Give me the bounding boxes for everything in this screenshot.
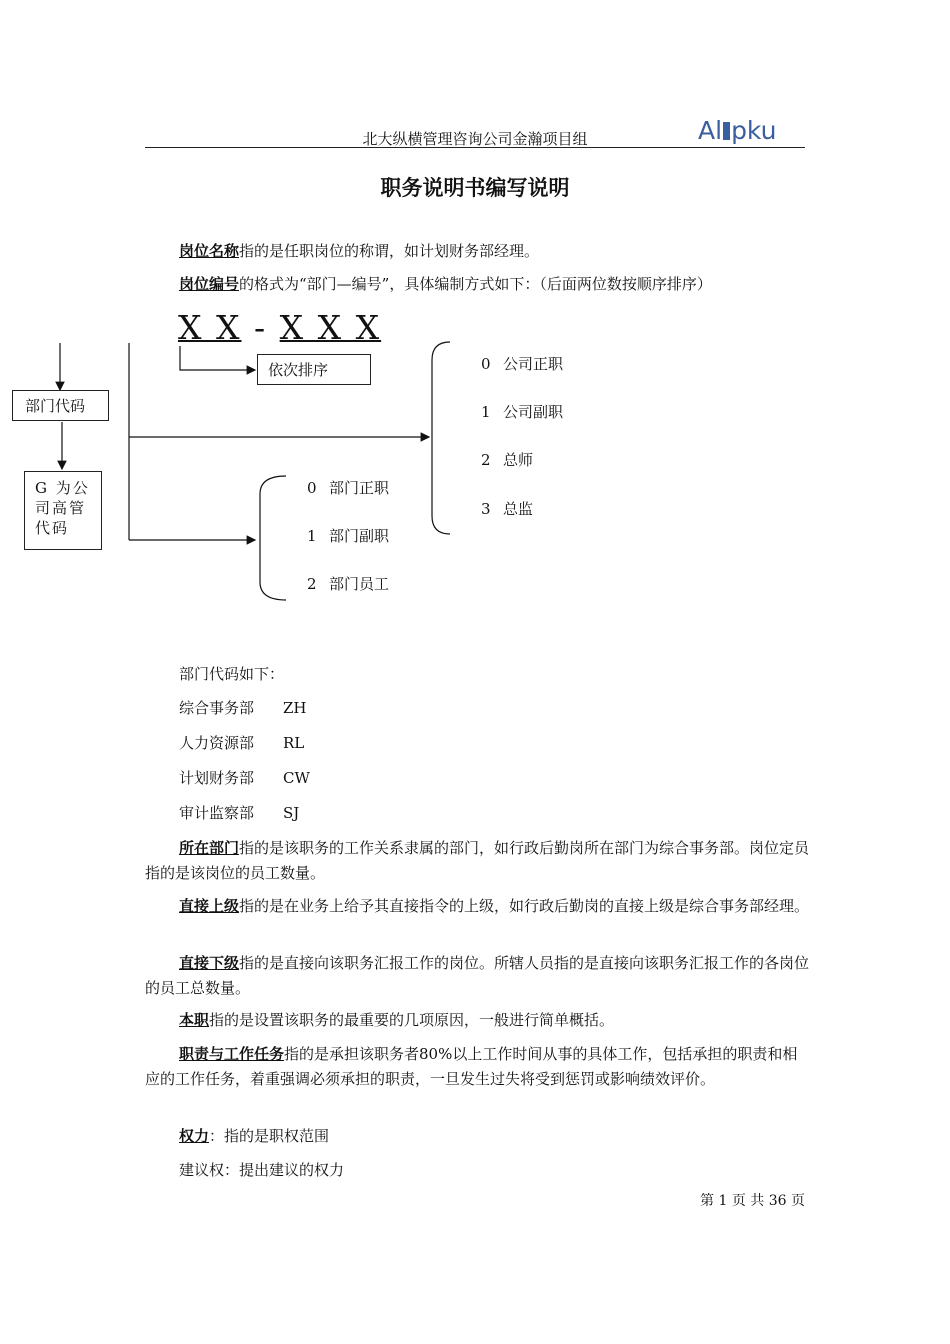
header-company: 北大纵横管理咨询公司金瀚项目组 [362, 130, 588, 148]
text-responsibilities: 指的是承担该职务者80%以上工作时间从事的具体工作，包括承担的职责和相应的工作任务，着重强调必须承担的职责，一旦发生过失将受到惩罚或影响绩效评价。 [145, 1045, 798, 1088]
paragraph-responsibilities [145, 1042, 810, 1092]
dept-code-row: 人力资源部 RL [179, 734, 305, 752]
company-level-3: 3 总监 [481, 500, 534, 518]
term-direct-subordinate: 直接下级 [179, 954, 240, 972]
company-level-0: 0 公司正职 [481, 355, 564, 373]
dept-levels-brace [260, 476, 286, 600]
company-levels-brace [432, 342, 450, 534]
logo-text-right: pku [731, 116, 777, 145]
dept-code-row: 综合事务部 ZH [179, 699, 307, 717]
logo-text-left: Al [698, 116, 723, 145]
term-authority: 权力 [179, 1127, 210, 1145]
code-format [178, 308, 381, 347]
term-position-name: 岗位名称 [179, 242, 240, 260]
term-position-number: 岗位编号 [179, 275, 240, 293]
arrow-to-sequence [180, 346, 255, 370]
text-department: 指的是该职务的工作关系隶属的部门，如行政后勤岗所在部门为综合事务部。岗位定员指的是该岗位的员工数量。 [145, 839, 810, 882]
dept-codes-intro: 部门代码如下： [179, 665, 285, 683]
paragraph-advisory-right [145, 1158, 810, 1183]
paragraph-direct-subordinate [145, 951, 810, 1001]
text-direct-superior: 指的是在业务上给予其直接指令的上级，如行政后勤岗的直接上级是综合事务部经理。 [239, 897, 810, 915]
dept-code-row: 计划财务部 CW [179, 769, 310, 787]
dept-code-box: 部门代码 [12, 390, 109, 421]
dept-level-2: 2 部门员工 [307, 575, 390, 593]
term-direct-superior: 直接上级 [179, 897, 240, 915]
paragraph-core-duty [145, 1008, 810, 1033]
text-authority: ：指的是职权范围 [209, 1127, 330, 1145]
code-diagram-lines [0, 0, 950, 640]
term-core-duty: 本职 [179, 1011, 210, 1029]
text-position-name: 指的是任职岗位的称谓，如计划财务部经理。 [239, 242, 540, 260]
company-level-2: 2 总师 [481, 451, 534, 469]
g-code-box: G 为公司高管代码 [24, 471, 102, 550]
code-separator: - [253, 308, 268, 347]
dept-level-0: 0 部门正职 [307, 479, 390, 497]
term-responsibilities: 职责与工作任务 [179, 1045, 285, 1063]
company-level-1: 1 公司副职 [481, 403, 564, 421]
text-core-duty: 指的是设置该职务的最重要的几项原因，一般进行简单概括。 [209, 1011, 615, 1029]
dept-code-row: 审计监察部 SJ [179, 804, 300, 822]
sequence-box: 依次排序 [257, 354, 371, 385]
term-department: 所在部门 [179, 839, 240, 857]
code-number-part: X X X [279, 308, 382, 347]
paragraph-direct-superior [145, 894, 810, 919]
text-position-number: 的格式为“部门—编号”，具体编制方式如下：（后面两位数按顺序排序） [239, 275, 712, 293]
code-dept-part: X X [178, 308, 242, 347]
dept-level-1: 1 部门副职 [307, 527, 390, 545]
document-title: 职务说明书编写说明 [380, 176, 570, 200]
text-advisory-right: 建议权：提出建议的权力 [179, 1161, 345, 1179]
paragraph-department [145, 836, 810, 886]
page-number: 第 1 页 共 36 页 [700, 1193, 805, 1209]
paragraph-authority [145, 1124, 810, 1149]
text-direct-subordinate: 指的是直接向该职务汇报工作的岗位。所辖人员指的是直接向该职务汇报工作的各岗位的员工总数量。 [145, 954, 810, 997]
